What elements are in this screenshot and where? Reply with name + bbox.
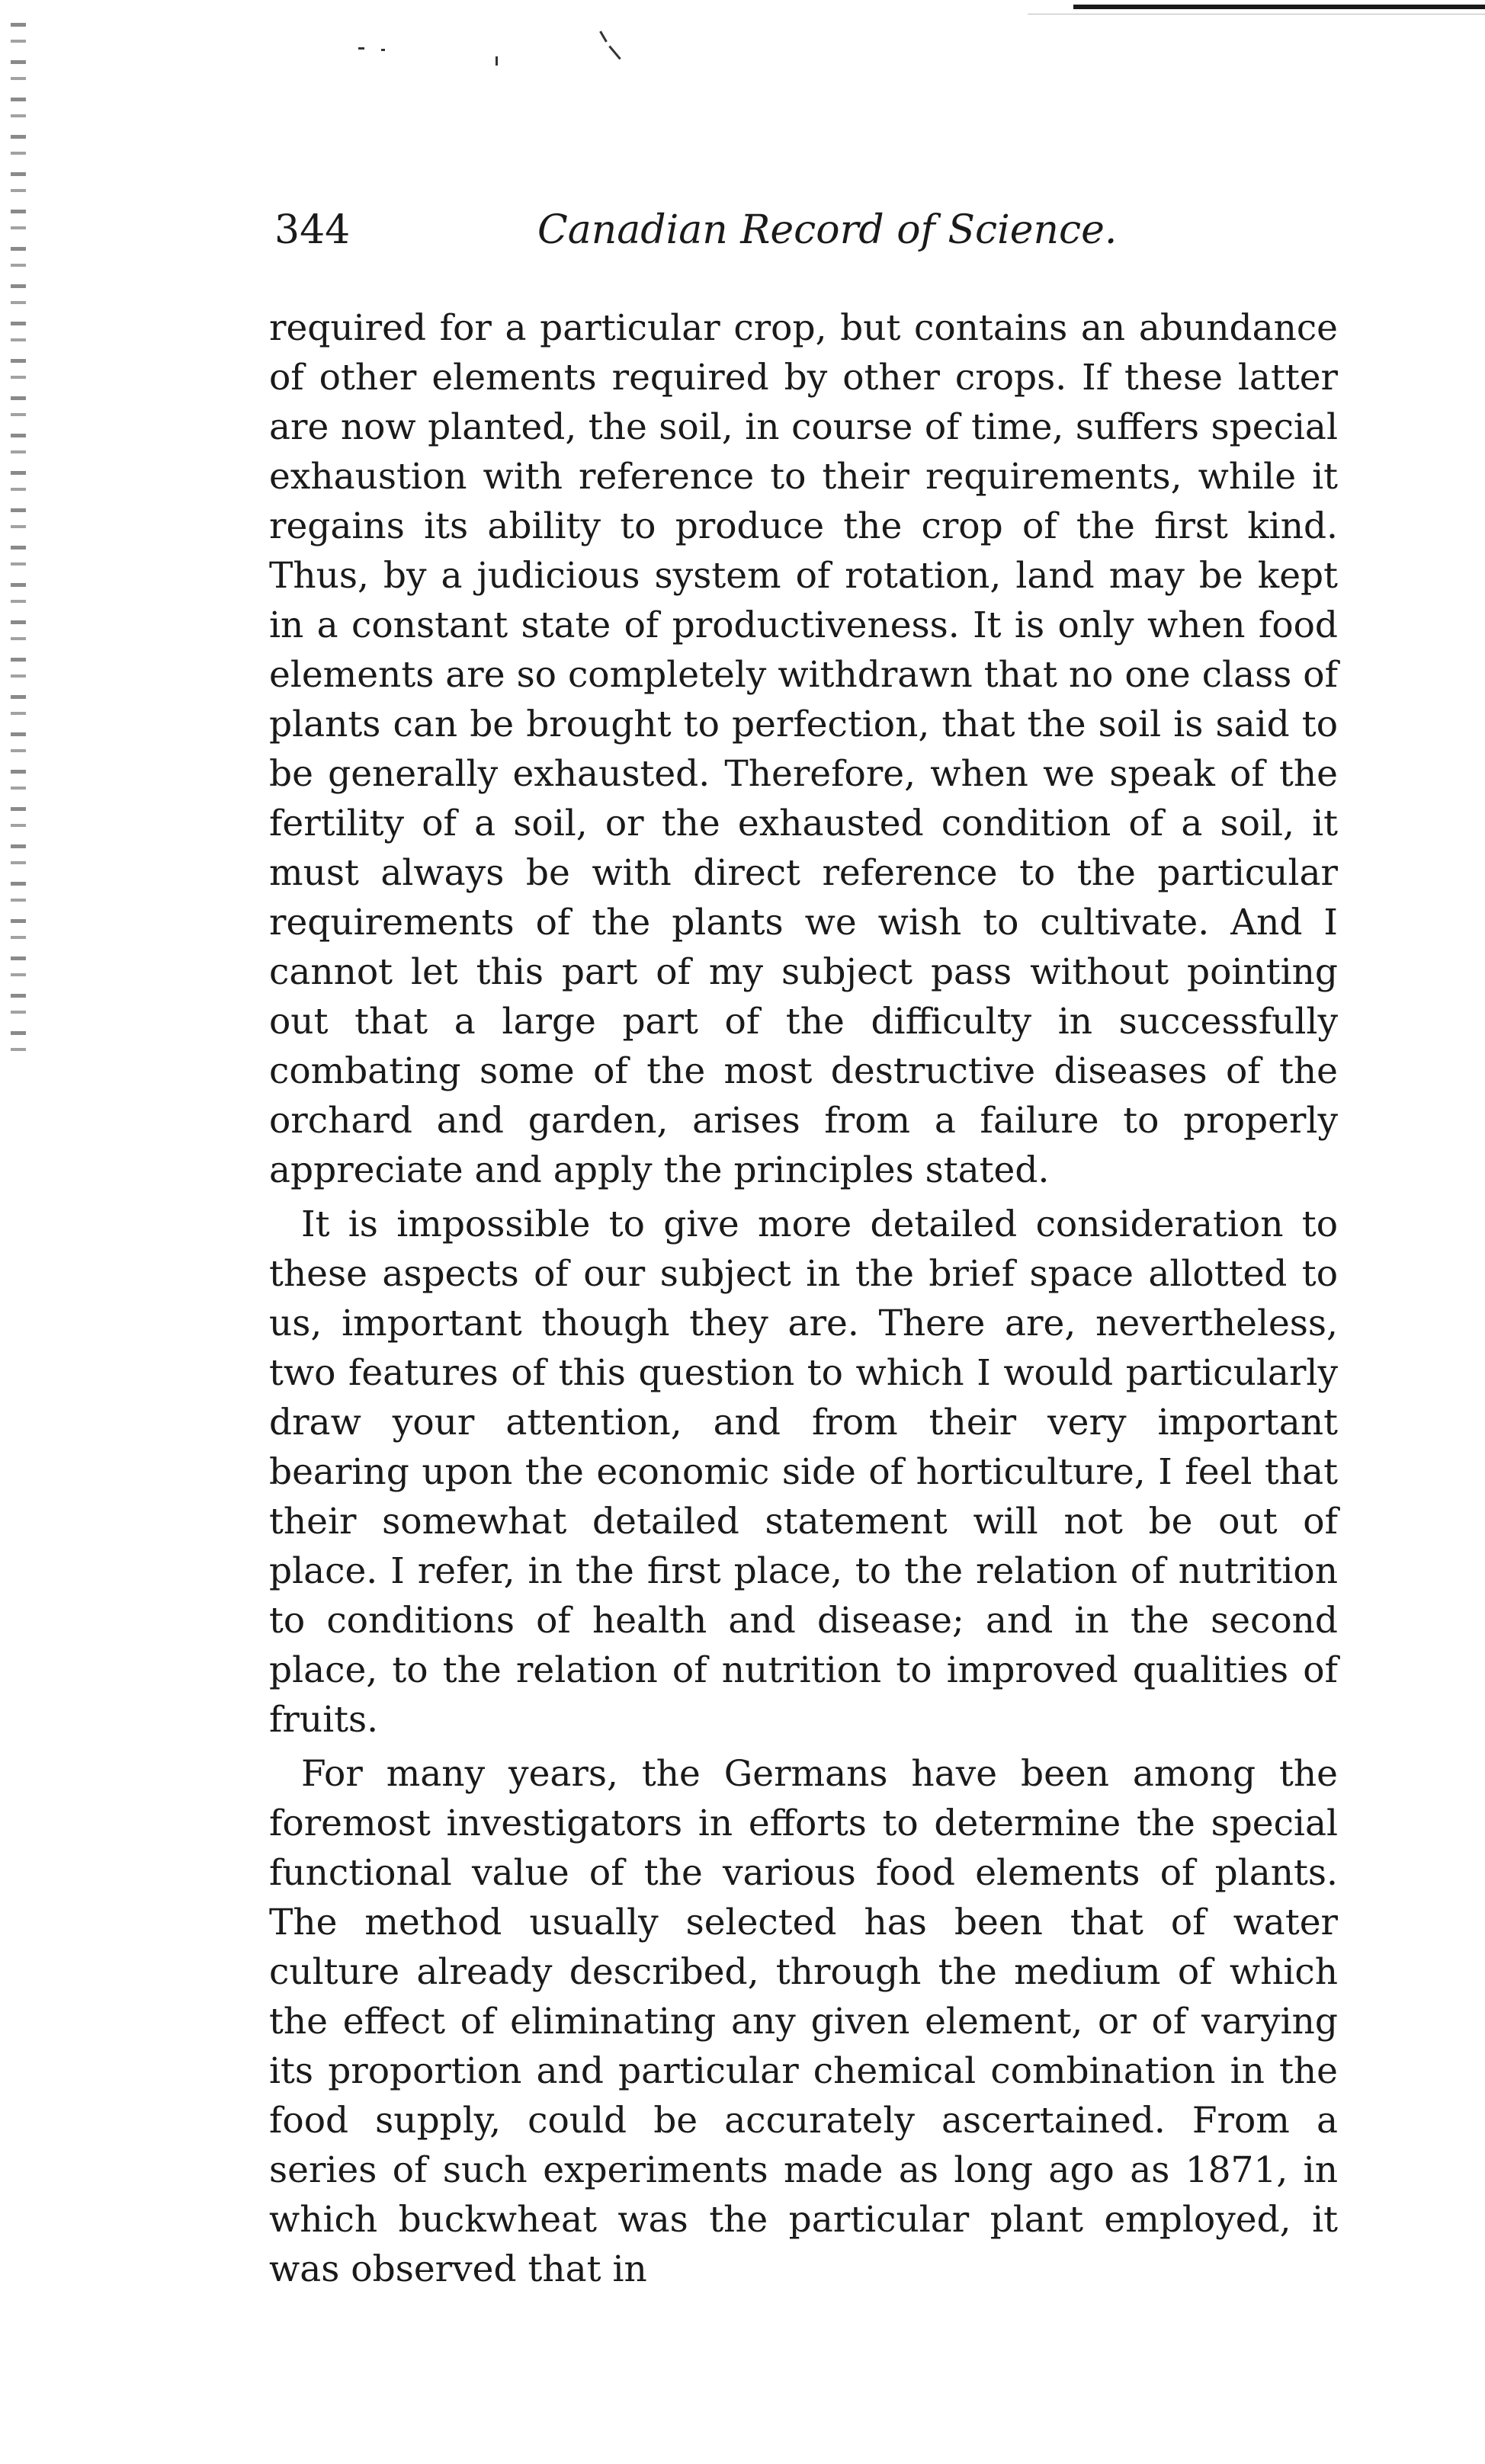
body-text [269, 303, 1338, 2299]
scanned-page-edge [11, 23, 26, 1059]
paragraph-1: required for a particular crop, but contains an abundance of other elements required by other crops. If these latter are now planted, the soil, in course of time, suffers special exhaustion with reference to their requirements, while it regains its ability to produce the crop of the first kind. Thus, by a judicious system of rotation, land may be kept in a constant state of productiveness. It is only when food elements are so completely withdrawn that no one class of plants can be brought to perfection, that the soil is said to be generally exhausted. Therefore, when we speak of the fertility of a soil, or the exhausted condition of a soil, it must always be with direct reference to the particular requirements of the plants we wish to cultivate. And I cannot let this part of my subject pass without pointing out that a large part of the difficulty in successfully combating some of the most destructive diseases of the orchard and garden, arises from a failure to properly appreciate and apply the principles stated. [269, 307, 1338, 1191]
running-title: Canadian Record of Science. [537, 207, 1118, 253]
scan-specks [351, 30, 656, 76]
page-number: 344 [274, 207, 351, 253]
page-header [274, 207, 1342, 253]
top-rule [1073, 5, 1485, 9]
paragraph-3: For many years, the Germans have been among the foremost investigators in efforts to determine the special functional value of the various food elements of plants. The method usually selected has been that of water culture already described, through the medium of which the effect of eliminating any given element, or of varying its proportion and particular chemical combination in the food supply, could be accurately ascertained. From a series of such experiments made as long ago as 1871, in which buckwheat was the particular plant employed, it was observed that in [269, 1753, 1338, 2290]
paragraph-2: It is impossible to give more detailed consideration to these aspects of our subject in the brief space allotted to us, important though they are. There are, nevertheless, two features of this question to which I would particularly draw your attention, and from their very important bearing upon the economic side of horticulture, I feel that their somewhat detailed statement will not be out of place. I refer, in the first place, to the relation of nutrition to conditions of health and disease; and in the second place, to the relation of nutrition to improved qualities of fruits. [269, 1203, 1338, 1741]
